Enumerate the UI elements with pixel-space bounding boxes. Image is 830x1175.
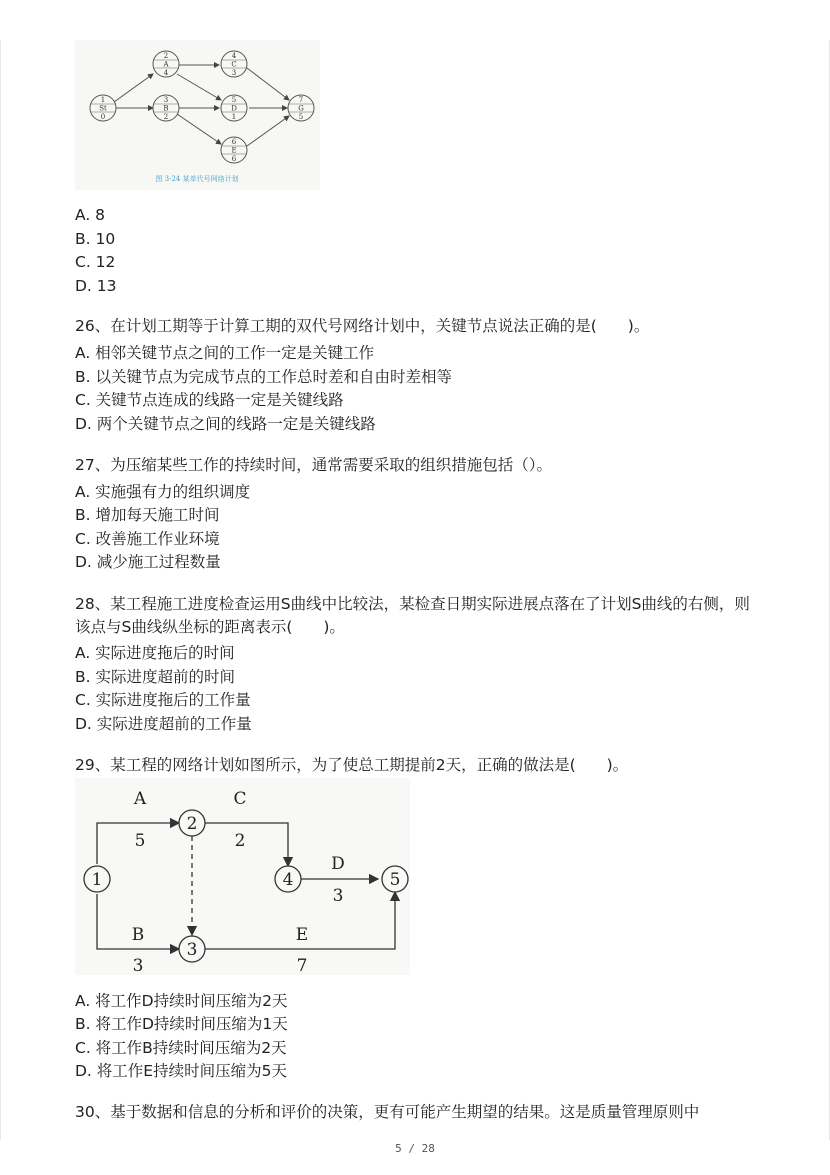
option-c: C. 关键节点连成的线路一定是关键线路 — [75, 391, 344, 409]
node-duration: 3 — [231, 69, 237, 77]
node-duration: 5 — [298, 113, 304, 121]
node-number: 7 — [298, 96, 304, 104]
option-b: B. 实际进度超前的时间 — [75, 668, 235, 686]
activity-name: C — [233, 789, 247, 809]
activity-duration: 7 — [296, 956, 308, 975]
question-stem: 30、基于数据和信息的分析和评价的决策，更有可能产生期望的结果。这是质量管理原则中 — [75, 1103, 700, 1121]
node-number: 2 — [163, 52, 169, 60]
option-c: C. 改善施工作业环境 — [75, 530, 220, 548]
page-indicator: 5 / 28 — [395, 1142, 435, 1155]
node-number: 3 — [163, 96, 169, 104]
node-number: 5 — [389, 870, 401, 890]
option-b: B. 以关键节点为完成节点的工作总时差和自由时差相等 — [75, 368, 452, 386]
option-a: A. 8 — [75, 206, 106, 224]
node-label: A — [163, 60, 169, 69]
node-number: 6 — [231, 138, 237, 146]
node-duration: 4 — [163, 69, 169, 77]
figure-caption: 图 3-24 某单代号网络计划 — [155, 175, 239, 183]
node-label: E — [231, 146, 237, 155]
network-figure-double-code — [75, 778, 410, 975]
node-label: St — [99, 104, 107, 113]
node-number: 1 — [100, 96, 106, 104]
question-stem: 28、某工程施工进度检查运用S曲线中比较法，某检查日期实际进展点落在了计划S曲线的右侧，则该点与S曲线纵坐标的距离表示( )。 — [75, 595, 750, 636]
option-b: B. 增加每天施工时间 — [75, 506, 220, 524]
activity-duration: 2 — [234, 831, 246, 851]
node-duration: 2 — [163, 113, 169, 121]
option-b: B. 将工作D持续时间压缩为1天 — [75, 1015, 288, 1033]
question-stem: 27、为压缩某些工作的持续时间，通常需要采取的组织措施包括（）。 — [75, 456, 552, 474]
option-b: B. 10 — [75, 230, 116, 248]
activity-name: A — [133, 789, 147, 809]
activity-name: B — [131, 925, 145, 945]
node-label: G — [298, 104, 304, 113]
node-label: D — [231, 104, 237, 113]
option-a: A. 将工作D持续时间压缩为2天 — [75, 992, 288, 1010]
option-a: A. 相邻关键节点之间的工作一定是关键工作 — [75, 344, 375, 362]
option-d: D. 将工作E持续时间压缩为5天 — [75, 1062, 287, 1080]
page-edge — [0, 40, 1, 1140]
node-label: C — [231, 60, 237, 69]
option-d: D. 实际进度超前的工作量 — [75, 715, 252, 733]
question-stem: 29、某工程的网络计划如图所示，为了使总工期提前2天，正确的做法是( )。 — [75, 756, 629, 774]
activity-name: E — [295, 925, 309, 945]
node-duration: 0 — [100, 113, 106, 121]
option-a: A. 实施强有力的组织调度 — [75, 483, 251, 501]
question-stem: 26、在计划工期等于计算工期的双代号网络计划中，关键节点说法正确的是( )。 — [75, 317, 650, 335]
option-a: A. 实际进度拖后的时间 — [75, 644, 235, 662]
node-number: 3 — [186, 940, 198, 960]
option-c: C. 实际进度拖后的工作量 — [75, 691, 251, 709]
node-number: 2 — [186, 814, 198, 834]
activity-duration: 3 — [332, 886, 344, 906]
node-duration: 1 — [231, 113, 237, 121]
node-number: 4 — [282, 870, 294, 890]
option-c: C. 12 — [75, 253, 116, 271]
node-duration: 6 — [231, 155, 237, 163]
network-figure-single-code — [75, 40, 320, 190]
activity-name: D — [331, 854, 345, 874]
node-number: 1 — [91, 870, 103, 890]
option-d: D. 减少施工过程数量 — [75, 553, 221, 571]
option-d: D. 两个关键节点之间的线路一定是关键线路 — [75, 415, 376, 433]
option-d: D. 13 — [75, 277, 117, 295]
option-c: C. 将工作B持续时间压缩为2天 — [75, 1039, 287, 1057]
node-label: B — [163, 104, 169, 113]
node-number: 4 — [231, 52, 237, 60]
node-number: 5 — [231, 96, 237, 104]
activity-duration: 3 — [132, 956, 144, 975]
activity-duration: 5 — [134, 831, 146, 851]
